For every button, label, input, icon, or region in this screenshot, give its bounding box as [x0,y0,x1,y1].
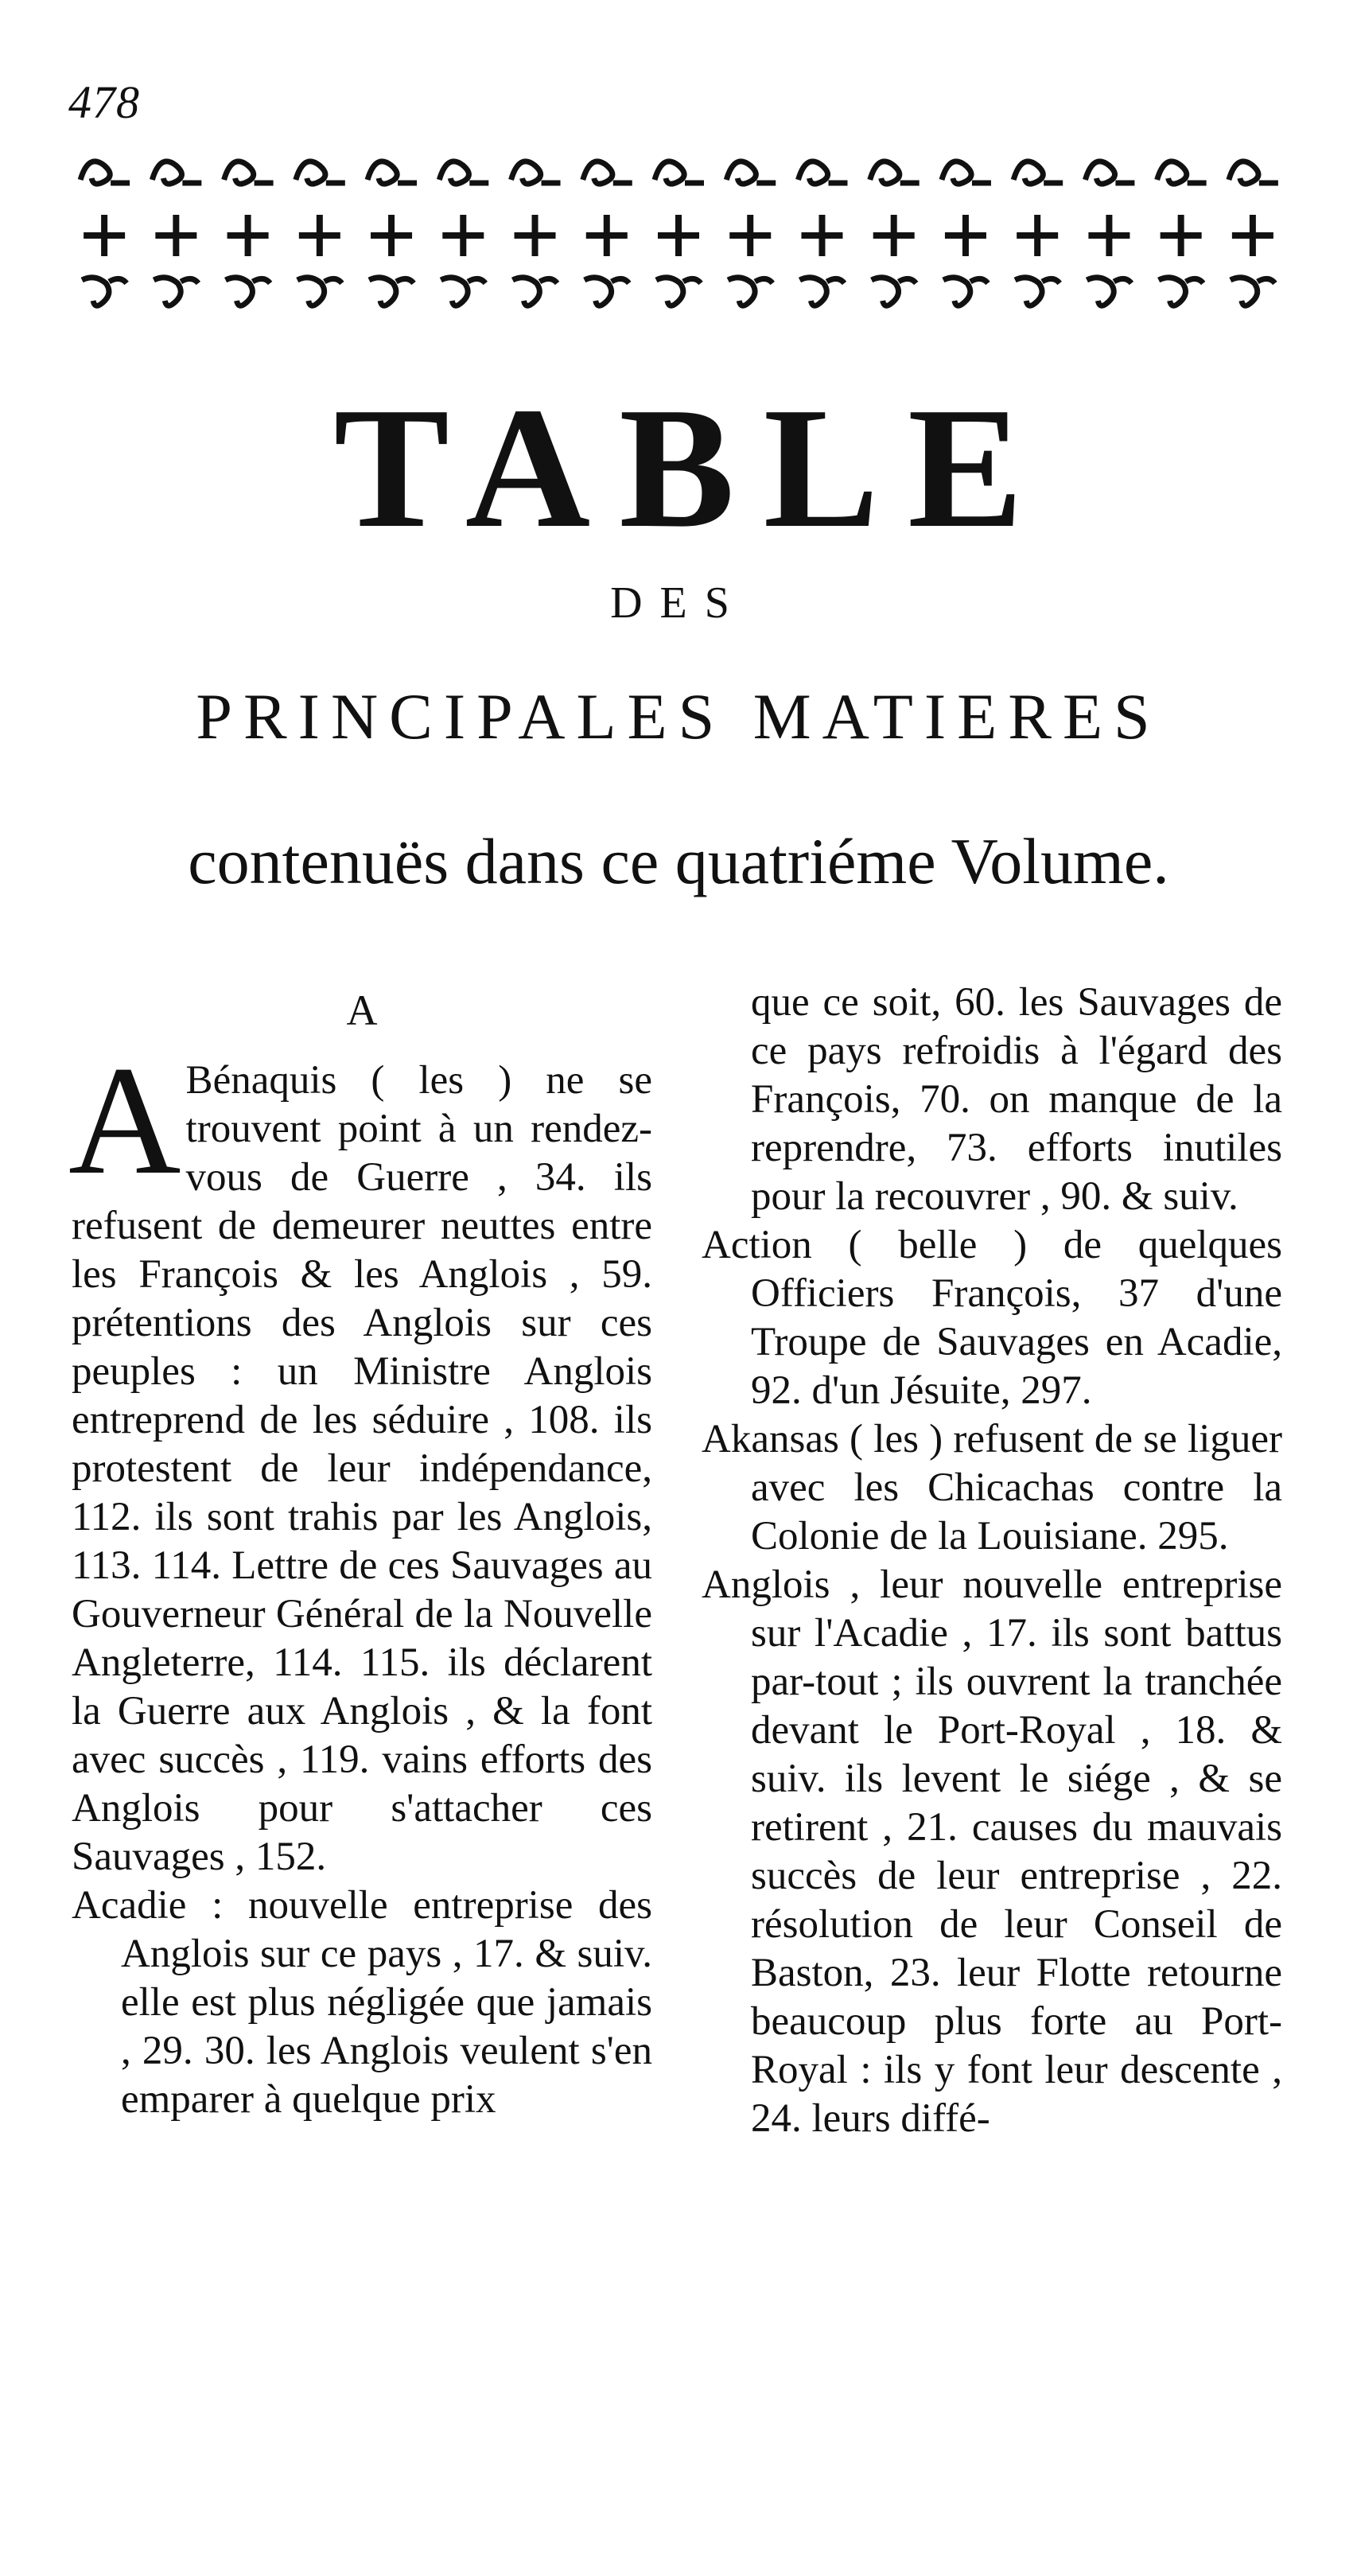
fleuron-top [296,161,345,184]
fleuron-bottom [585,278,629,305]
entry-text: refusent de se liguer avec les Chicachas contre la Colonie de la Louisiane. 295. [751,1417,1282,1558]
fleuron-top [1085,161,1134,184]
fleuron-top [80,161,130,184]
index-column-right [702,979,1282,2143]
fleuron-cross [442,215,484,256]
fleuron-cross [371,215,412,256]
entry-text: leur nouvelle entreprise sur l'Acadie , 17. ils sont battus par-tout ; ils ouvrent la tranchée devant le Port-Royal , 18. & suiv. ils levent le siége , & se retirent , 21. causes du mauvais succès de leur entreprise , 22. résolution de leur Conseil de Baston, 23. leur Flotte retourne beaucoup plus forte au Port-Royal : ils y font leur descente , 24. leurs diffé- [751,1562,1282,2141]
fleuron-cross [1161,215,1202,256]
entry-head: Akansas ( les ) [702,1417,943,1461]
entry-head: Acadie : [72,1883,224,1928]
fleuron-top [1229,161,1278,184]
fleuron-bottom [1159,278,1203,305]
fleuron-bottom [441,278,485,305]
index-entry [72,1881,652,2124]
index-entry [702,1415,1282,1561]
fleuron-top [439,161,488,184]
fleuron-bottom [872,278,916,305]
fleuron-top [870,161,920,184]
fleuron-cross [586,215,628,256]
fleuron-cross [1088,215,1130,256]
subtitle-des: DES [610,578,747,628]
entry-text: de quelques Officiers François, 37 d'une Troupe de Sauvages en Acadie, 92. d'un Jésuite, 297. [751,1223,1282,1413]
section-letter: A [346,986,378,1034]
fleuron-bottom [154,278,198,305]
index-entry [702,1221,1282,1415]
entry-head: Bénaquis ( les ) [185,1058,512,1103]
fleuron-top [798,161,847,184]
fleuron-bottom [82,278,126,305]
ornament-band [68,148,1289,323]
fleuron-bottom [297,278,342,305]
fleuron-top [152,161,201,184]
fleuron-top [583,161,632,184]
ornament-row [80,161,1278,305]
fleuron-bottom [1231,278,1275,305]
fleuron-top [511,161,561,184]
entry-continuation: que ce soit, 60. les Sauvages de ce pays refroidis à l'égard des François, 70. on manque de la reprendre, 73. efforts inutiles pour la recouvrer , 90. & suiv. [751,980,1282,1219]
fleuron-top [942,161,991,184]
fleuron-cross [658,215,699,256]
fleuron-cross [945,215,986,256]
fleuron-bottom [656,278,701,305]
fleuron-bottom [943,278,988,305]
fleuron-top [367,161,417,184]
index-column-left [68,979,653,2124]
index-entry [702,1561,1282,2143]
entry-text: nouvelle entreprise des Anglois sur ce pays , 17. & suiv. elle est plus négligée que jamais , 29. 30. les Anglois veulent s'en emparer à quelque prix [121,1883,653,2122]
subtitle-contents: contenuës dans ce quatriéme Volume. [188,825,1169,897]
entry-head: Action ( belle ) [702,1223,1028,1267]
page-number: 478 [68,76,140,128]
fleuron-cross [1017,215,1058,256]
fleuron-top [726,161,776,184]
entry-head: Anglois , [702,1562,861,1607]
fleuron-bottom [369,278,414,305]
fleuron-cross [1232,215,1273,256]
fleuron-top [1013,161,1063,184]
fleuron-bottom [513,278,558,305]
fleuron-cross [155,215,196,256]
fleuron-cross [299,215,340,256]
fleuron-cross [84,215,125,256]
fleuron-cross [729,215,771,256]
fleuron-cross [227,215,269,256]
fleuron-cross [873,215,915,256]
fleuron-cross [515,215,556,256]
fleuron-top [224,161,274,184]
fleuron-bottom [1015,278,1060,305]
index-entry [68,1034,652,1881]
fleuron-bottom [1087,278,1131,305]
fleuron-bottom [799,278,844,305]
subtitle-main: PRINCIPALES MATIERES [196,680,1161,753]
fleuron-bottom [226,278,270,305]
fleuron-cross [801,215,842,256]
entry-text: ne se trouvent point à un rendez-vous de Guerre , 34. ils refusent de demeurer neuttes entre les François & les Anglois , 59. prétentions des Anglois sur ces peuples : un Ministre Anglois entreprend de les séduire , 108. ils protestent de leur indépendance, 112. ils sont trahis par les Anglois, 113. 114. Lettre de ces Sauvages au Gouverneur Général de la Nouvelle Angleterre, 114. 115. ils déclarent la Guerre aux Anglois , & la font avec succès , 119. vains efforts des Anglois pour s'attacher ces Sauvages , 152. [72,1058,652,1879]
fleuron-bottom [728,278,772,305]
page-title: TABLE [333,372,1052,564]
fleuron-top [1157,161,1207,184]
drop-cap: A [68,1034,181,1207]
fleuron-top [655,161,704,184]
